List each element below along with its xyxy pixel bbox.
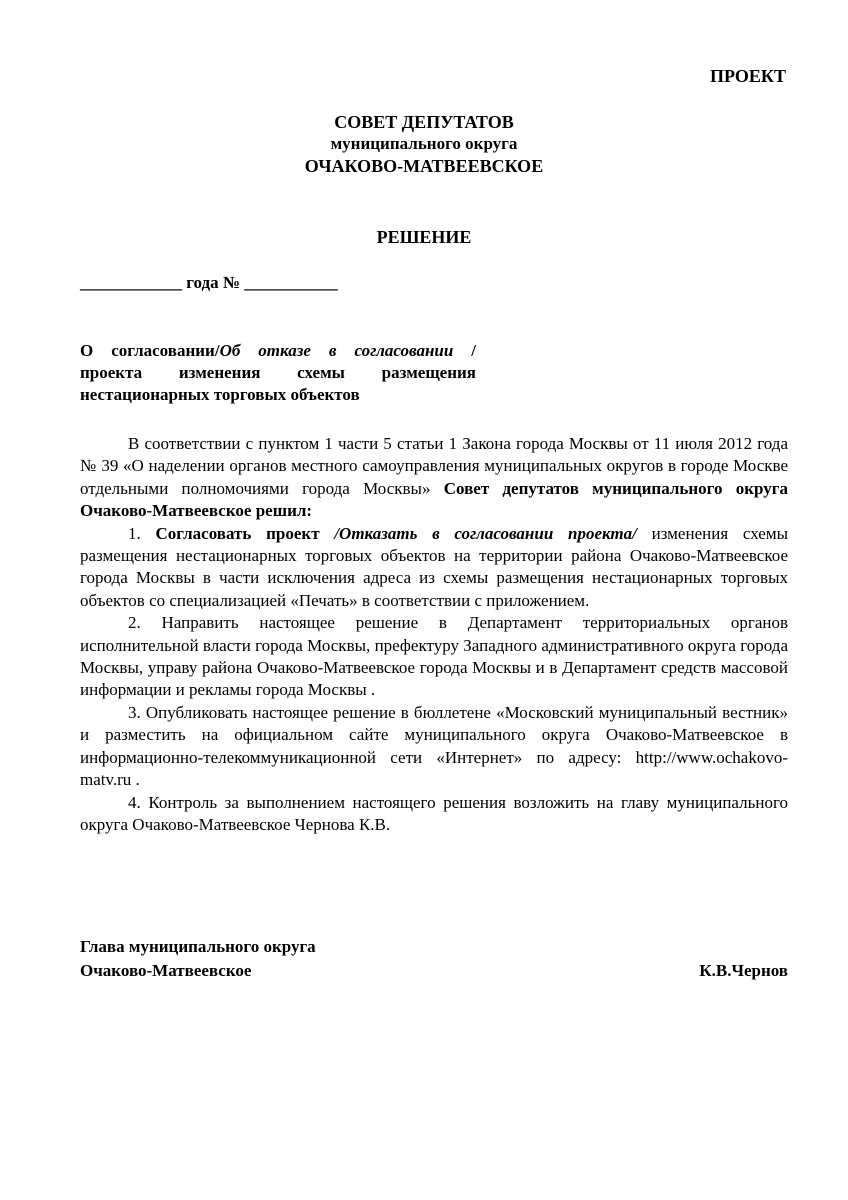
document-header [0,111,848,177]
subject-line-2: проекта изменения схемы размещения [80,363,476,382]
subject-alt-text: Об отказе в согласовании [219,341,454,360]
signatory-title-1: Глава муниципального округа [80,937,316,956]
subject-line-1: О согласовании/Об отказе в согласовании / [80,341,476,360]
subject-line-3: нестационарных торговых объектов [80,385,360,404]
item-1-alt-text: /Отказать в согласовании проекта/ [334,523,637,543]
item-1: 1. Согласовать проект /Отказать в согласовании проекта/ изменения схемы размещения нестационарных торговых объектов на территории района Очаково-Матвеевское города Москвы в части исключения адреса из схемы размещения нестационарных торговых объектов со специализацией «Печать» в соответствии с приложением. [80,523,788,610]
preamble-resolution: Совет депутатов муниципального округа Очаково-Матвеевское решил: [80,478,788,521]
signatory-name: К.В.Чернов [699,961,788,980]
signatory-title-2: Очаково-Матвеевское [80,961,252,980]
date-number-line: ____________ года № ___________ [80,273,338,292]
item-4: 4. Контроль за выполнением настоящего решения возложить на главу муниципального округа Очаково-Матвеевское Чернова К.В. [80,792,788,834]
decision-title: РЕШЕНИЕ [376,227,472,247]
signature-block [80,935,788,983]
council-subtitle: муниципального округа [330,134,518,153]
item-2: 2. Направить настоящее решение в Департамент территориальных органов исполнительной власти города Москвы, префектуру Западного административного округа города Москвы, управу района Очаково-Матвеевское города Москвы и в Департамент средств массовой информации и рекламы города Москвы . [80,613,788,700]
decision-body [80,433,788,836]
item-3: 3. Опубликовать настоящее решение в бюллетене «Московский муниципальный вестник» и разместить на официальном сайте муниципального округа Очаково-Матвеевское в информационно-телекоммуникационной сети «Интернет» по адресу: http://www.ochakovo-matv.ru . [80,702,788,790]
draft-stamp: ПРОЕКТ [710,66,786,86]
district-name: ОЧАКОВО-МАТВЕЕВСКОЕ [304,156,544,176]
decision-subject [80,340,476,406]
preamble-paragraph: В соответствии с пунктом 1 части 5 статьи 1 Закона города Москвы от 11 июля 2012 года № 39 «О наделении органов местного самоуправления муниципальных округов в городе Москве отдельными полномочиями города Москвы» Совет депутатов муниципального округа Очаково-Матвеевское решил: [80,434,788,521]
council-title: СОВЕТ ДЕПУТАТОВ [334,112,514,132]
